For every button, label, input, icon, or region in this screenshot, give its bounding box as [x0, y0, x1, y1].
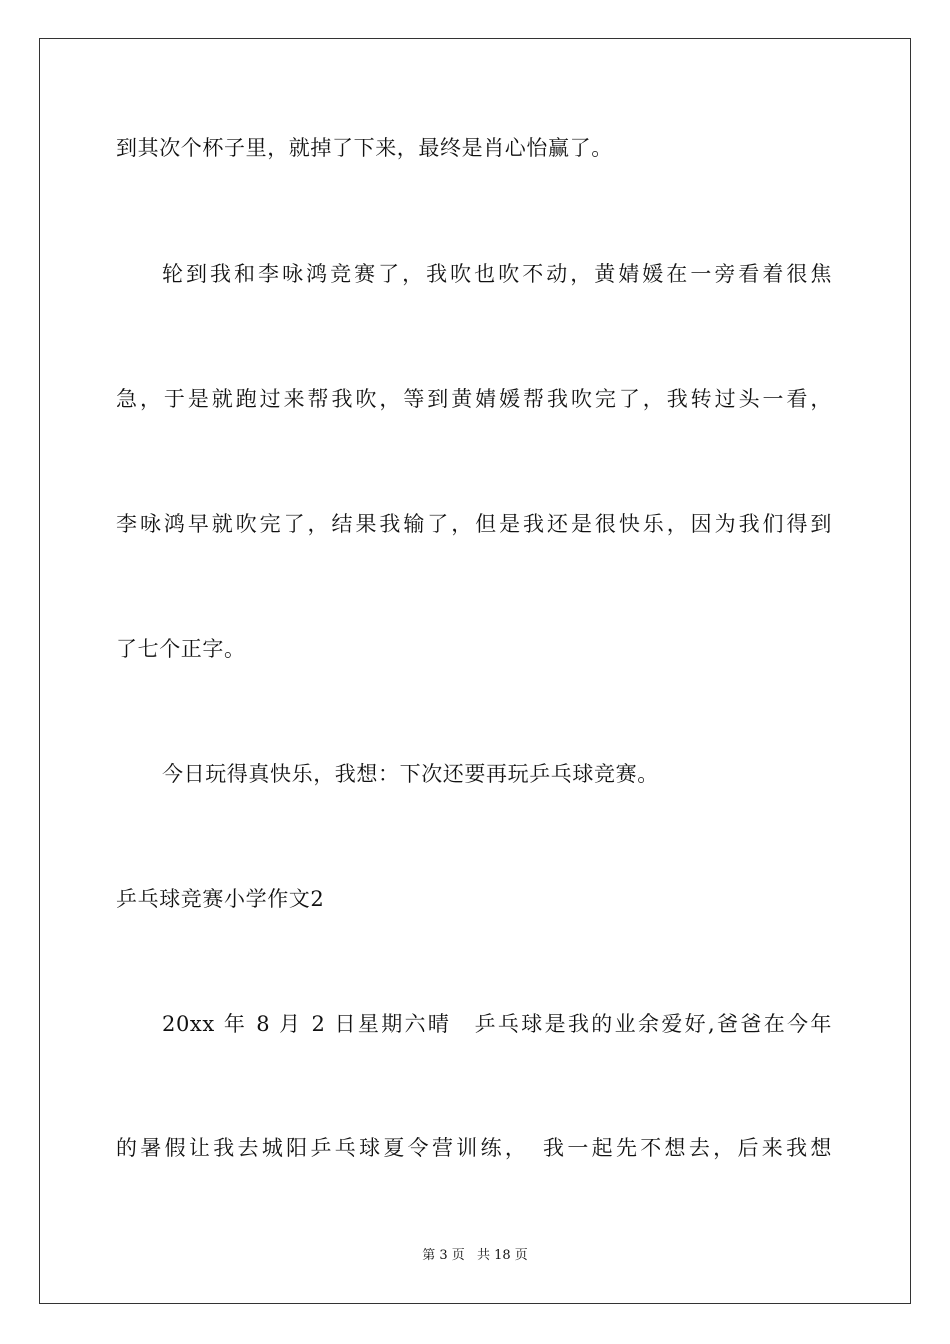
section-heading: 乒乓球竞赛小学作文2: [116, 887, 325, 911]
text-line-3: 急，于是就跑过来帮我吹，等到黄婧媛帮我吹完了，我转过头一看，: [116, 387, 832, 411]
text-line-5: 了七个正字。: [116, 637, 246, 661]
text-line-2: 轮到我和李咏鸿竞赛了，我吹也吹不动，黄婧媛在一旁看着很焦: [162, 262, 832, 286]
text-line-4: 李咏鸿早就吹完了，结果我输了，但是我还是很快乐，因为我们得到: [116, 512, 832, 536]
page-border: [39, 38, 911, 1304]
total-pages: 共 18 页: [476, 1248, 528, 1263]
text-line-8: 20xx 年 8 月 2 日星期六晴 乒乓球是我的业余爱好,爸爸在今年: [162, 1012, 832, 1036]
text-line-9: 的暑假让我去城阳乒乓球夏令营训练， 我一起先不想去，后来我想: [116, 1136, 832, 1160]
text-line-6: 今日玩得真快乐，我想：下次还要再玩乒乓球竞赛。: [162, 762, 659, 786]
page-footer: [0, 1247, 950, 1265]
text-line-1: 到其次个杯子里，就掉了下来，最终是肖心怡赢了。: [116, 136, 613, 160]
page-number: 第 3 页: [422, 1248, 465, 1263]
